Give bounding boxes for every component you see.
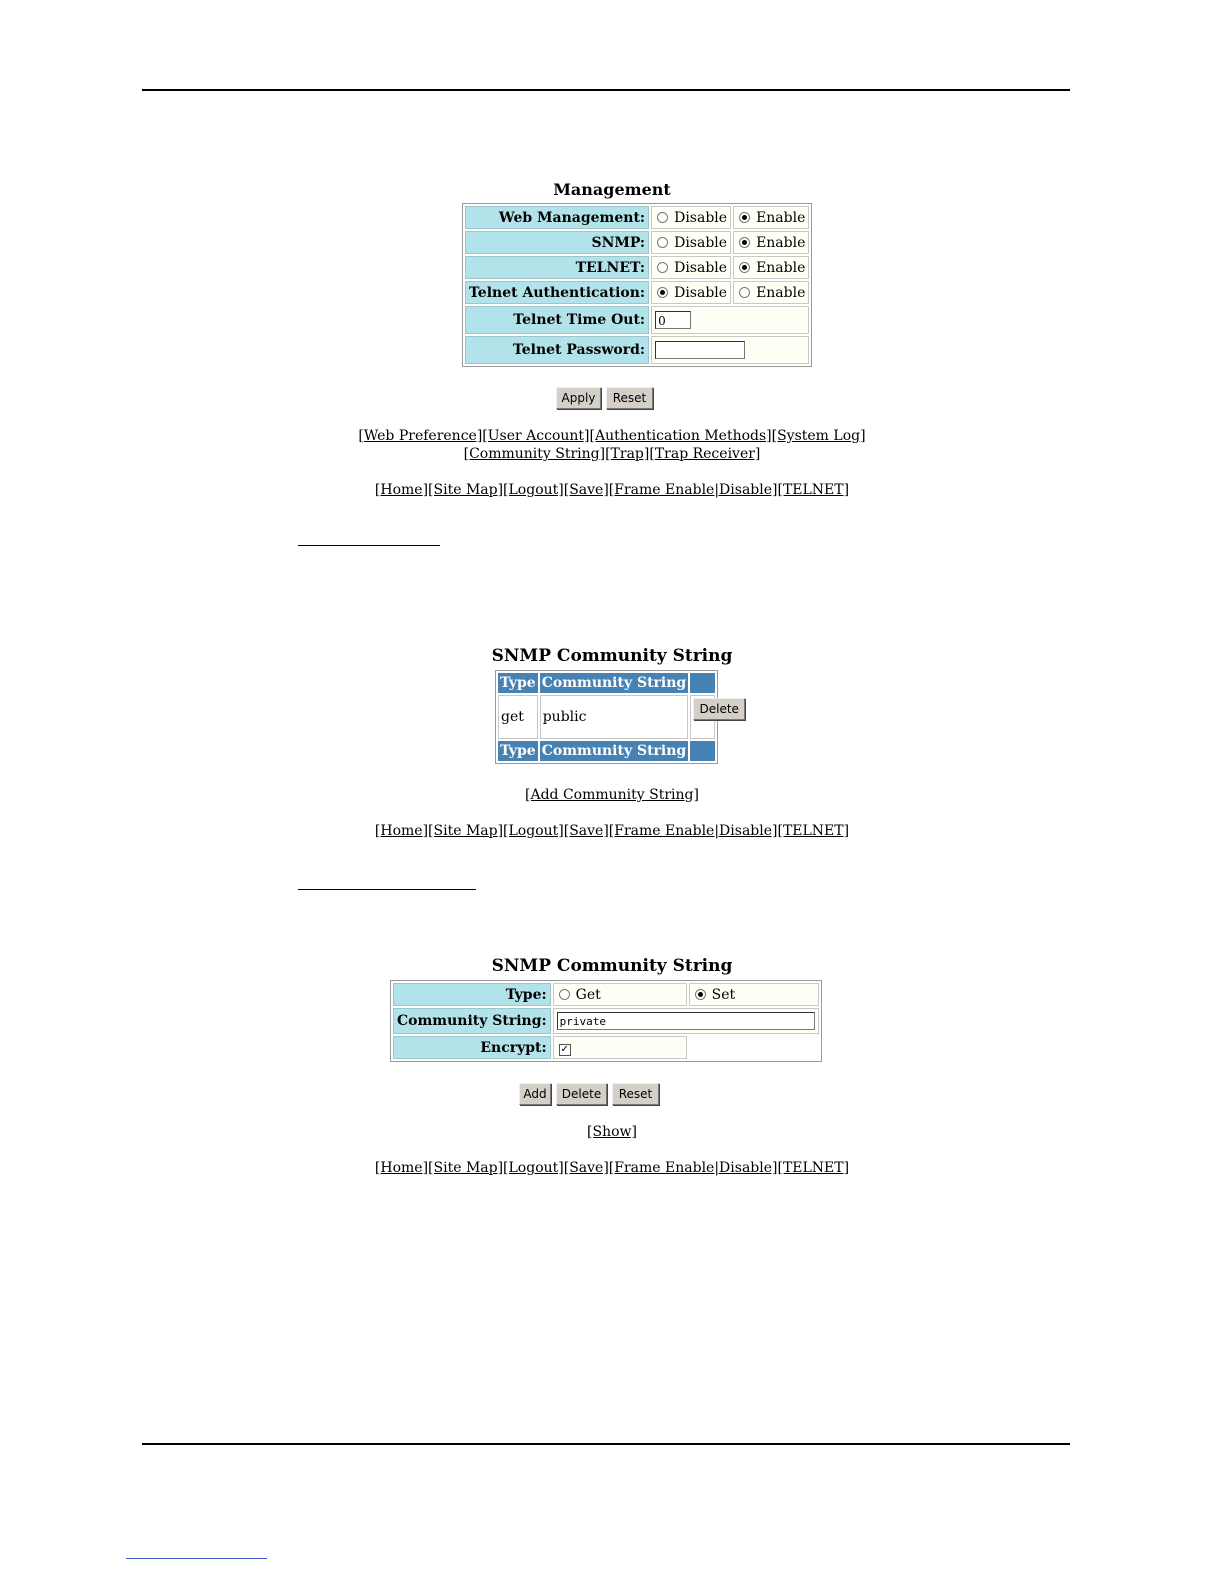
encrypt-row bbox=[393, 1036, 819, 1059]
telnet-timeout-row bbox=[465, 306, 809, 334]
delete-button[interactable]: Delete bbox=[693, 698, 745, 720]
community-string-label: Community String: bbox=[393, 1008, 551, 1034]
show-link-row bbox=[0, 1124, 1224, 1140]
row-label: Telnet Password: bbox=[465, 336, 649, 364]
telnet-link[interactable]: [TELNET] bbox=[777, 1160, 850, 1176]
option-label: Disable bbox=[674, 259, 728, 276]
radio-off-icon bbox=[657, 212, 668, 223]
type-label: Type: bbox=[393, 983, 551, 1006]
community-string-cell bbox=[553, 1008, 819, 1034]
save-link[interactable]: [Save] bbox=[563, 482, 609, 498]
community-string-column-header: Community String bbox=[541, 675, 687, 691]
community-form-title: SNMP Community String bbox=[491, 956, 733, 976]
action-column-header bbox=[690, 673, 715, 693]
community-string-link[interactable]: [Community String] bbox=[463, 446, 606, 462]
option-label: Enable bbox=[756, 209, 806, 226]
telnet-auth-row bbox=[465, 281, 809, 304]
snmp-row bbox=[465, 231, 809, 254]
top-rule bbox=[142, 89, 1070, 91]
add-button[interactable]: Add bbox=[519, 1083, 551, 1105]
footer-row bbox=[498, 741, 715, 761]
web-management-enable-radio[interactable] bbox=[733, 206, 809, 229]
encrypt-cell bbox=[553, 1036, 687, 1059]
radio-off-icon bbox=[739, 287, 750, 298]
row-label: TELNET: bbox=[465, 256, 649, 279]
community-form-nav bbox=[0, 1160, 1224, 1176]
option-label: Enable bbox=[756, 234, 806, 251]
row-label: Web Management: bbox=[465, 206, 649, 229]
telnet-disable-radio[interactable] bbox=[651, 256, 731, 279]
site-map-link[interactable]: [Site Map] bbox=[428, 823, 504, 839]
home-link[interactable]: [Home] bbox=[374, 823, 429, 839]
empty-cell bbox=[689, 1036, 819, 1059]
type-cell: get bbox=[498, 695, 538, 739]
save-link[interactable]: [Save] bbox=[563, 823, 609, 839]
home-link[interactable]: [Home] bbox=[374, 482, 429, 498]
timeout-cell bbox=[651, 306, 809, 334]
option-label: Set bbox=[711, 986, 736, 1003]
community-string-cell: public bbox=[540, 695, 689, 739]
web-management-disable-radio[interactable] bbox=[651, 206, 731, 229]
site-map-link[interactable]: [Site Map] bbox=[428, 1160, 504, 1176]
telnet-password-input[interactable] bbox=[655, 341, 745, 359]
type-column-footer: Type bbox=[500, 743, 536, 759]
header-row bbox=[498, 673, 715, 693]
logout-link[interactable]: [Logout] bbox=[503, 823, 564, 839]
password-cell bbox=[651, 336, 809, 364]
logout-link[interactable]: [Logout] bbox=[503, 1160, 564, 1176]
type-row bbox=[393, 983, 819, 1006]
frame-disable-link[interactable]: |Disable] bbox=[714, 1160, 778, 1176]
type-get-radio[interactable] bbox=[553, 983, 687, 1006]
encrypt-label: Encrypt: bbox=[393, 1036, 551, 1059]
trap-receiver-link[interactable]: [Trap Receiver] bbox=[649, 446, 761, 462]
community-list-table bbox=[495, 670, 739, 764]
telnet-timeout-input[interactable]: 0 bbox=[655, 311, 691, 329]
system-log-link[interactable]: [System Log] bbox=[771, 428, 866, 444]
telnet-enable-radio[interactable] bbox=[733, 256, 809, 279]
option-label: Disable bbox=[674, 209, 728, 226]
reset-button[interactable]: Reset bbox=[612, 1083, 659, 1105]
show-link[interactable]: [Show] bbox=[587, 1124, 637, 1140]
encrypt-checkbox[interactable]: ✓ bbox=[560, 1044, 569, 1055]
add-community-link-row bbox=[0, 787, 1224, 803]
footer-link-underline bbox=[126, 1558, 267, 1559]
bottom-rule bbox=[142, 1443, 1070, 1445]
reset-button[interactable]: Reset bbox=[606, 387, 653, 409]
action-cell bbox=[690, 695, 739, 739]
telnet-row bbox=[465, 256, 809, 279]
management-links-row1 bbox=[0, 428, 1224, 444]
radio-off-icon bbox=[657, 262, 668, 273]
frame-enable-link[interactable]: [Frame Enable bbox=[608, 482, 715, 498]
trap-link[interactable]: [Trap] bbox=[605, 446, 650, 462]
management-nav bbox=[0, 482, 1224, 498]
community-form-table bbox=[390, 980, 822, 1062]
frame-disable-link[interactable]: |Disable] bbox=[714, 823, 778, 839]
snmp-disable-radio[interactable] bbox=[651, 231, 731, 254]
telnet-link[interactable]: [TELNET] bbox=[777, 823, 850, 839]
radio-on-icon bbox=[739, 212, 750, 223]
type-column-header: Type bbox=[500, 675, 536, 691]
telnet-password-row bbox=[465, 336, 809, 364]
management-links-row2 bbox=[0, 446, 1224, 462]
radio-off-icon bbox=[657, 237, 668, 248]
frame-enable-link[interactable]: [Frame Enable bbox=[608, 1160, 715, 1176]
community-list-nav bbox=[0, 823, 1224, 839]
option-label: Disable bbox=[674, 284, 728, 301]
add-community-string-link[interactable]: [Add Community String] bbox=[525, 787, 699, 803]
snmp-enable-radio[interactable] bbox=[733, 231, 809, 254]
row-label: Telnet Time Out: bbox=[465, 306, 649, 334]
telnet-link[interactable]: [TELNET] bbox=[777, 482, 850, 498]
telnet-auth-disable-radio[interactable] bbox=[651, 281, 731, 304]
radio-on-icon bbox=[739, 262, 750, 273]
management-title: Management bbox=[553, 180, 671, 199]
frame-disable-link[interactable]: |Disable] bbox=[714, 482, 778, 498]
apply-button[interactable]: Apply bbox=[556, 387, 601, 409]
save-link[interactable]: [Save] bbox=[563, 1160, 609, 1176]
authentication-methods-link[interactable]: [Authentication Methods] bbox=[589, 428, 772, 444]
row-label: Telnet Authentication: bbox=[465, 281, 649, 304]
web-preference-link[interactable]: [Web Preference] bbox=[358, 428, 483, 444]
radio-on-icon bbox=[695, 989, 706, 1000]
radio-off-icon bbox=[559, 989, 570, 1000]
frame-enable-link[interactable]: [Frame Enable bbox=[608, 823, 715, 839]
option-label: Get bbox=[575, 986, 601, 1003]
table-row bbox=[498, 695, 715, 739]
home-link[interactable]: [Home] bbox=[374, 1160, 429, 1176]
web-management-row bbox=[465, 206, 809, 229]
radio-on-icon bbox=[657, 287, 668, 298]
community-list-title: SNMP Community String bbox=[491, 646, 733, 666]
management-table bbox=[462, 203, 812, 367]
option-label: Enable bbox=[756, 259, 806, 276]
community-string-column-footer: Community String bbox=[541, 743, 687, 759]
type-set-radio[interactable] bbox=[689, 983, 819, 1006]
telnet-auth-enable-radio[interactable] bbox=[733, 281, 809, 304]
option-label: Disable bbox=[674, 234, 728, 251]
site-map-link[interactable]: [Site Map] bbox=[428, 482, 504, 498]
logout-link[interactable]: [Logout] bbox=[503, 482, 564, 498]
delete-button[interactable]: Delete bbox=[556, 1083, 607, 1105]
community-string-input[interactable]: private bbox=[557, 1012, 815, 1030]
community-string-row bbox=[393, 1008, 819, 1034]
radio-on-icon bbox=[739, 237, 750, 248]
row-label: SNMP: bbox=[465, 231, 649, 254]
section-underline bbox=[298, 545, 440, 546]
section-underline bbox=[298, 889, 476, 890]
user-account-link[interactable]: [User Account] bbox=[482, 428, 590, 444]
option-label: Enable bbox=[756, 284, 806, 301]
action-column-footer bbox=[690, 741, 715, 761]
